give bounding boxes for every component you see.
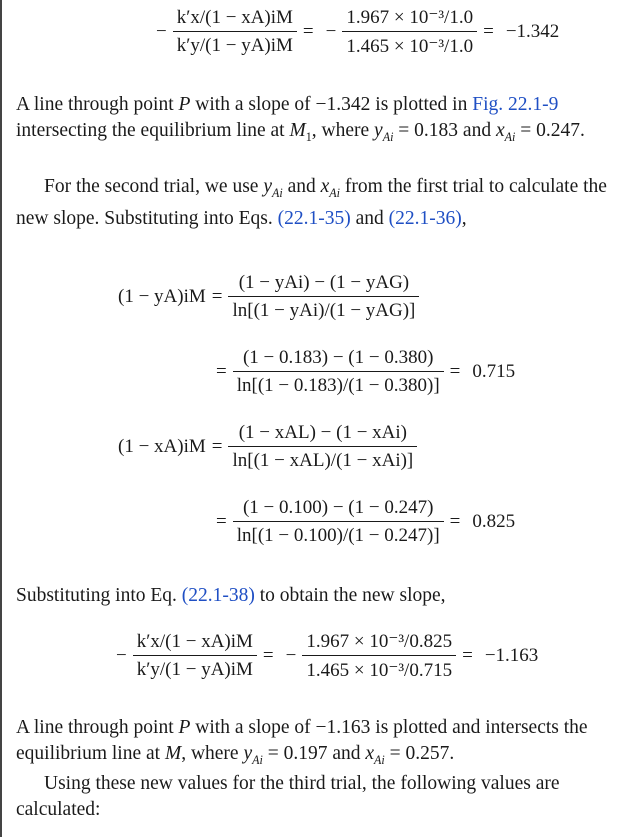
equation-link-38[interactable]: (22.1-38)	[181, 585, 255, 606]
paragraph-second-trial: For the second trial, we use $y_{Ai}$ and $x_{Ai}$ from the first trial to calculate the new slope. Substituting into Eqs. (22.1-35) and (22.1-36),	[16, 176, 607, 229]
lhs-numerator: k′x/(1 − xA)iM	[173, 7, 297, 32]
slope-rhs-fraction	[342, 6, 477, 58]
log-mean-y-result: 0.715	[472, 361, 516, 382]
log-mean-y-symbolic: $\frac{\text{(1 − yAi) − (1 − yAG)}}{\text{ln[(1 − yAi)/(1 − yAG)]}}$	[228, 272, 419, 322]
log-mean-y-numeric: = $\frac{(1 - 0.183) - (1 - 0.380)}{\ln[(1 - 0.183)/(1 - 0.380)]}$ = 0.715	[210, 347, 521, 397]
log-mean-x-equation: (1 − xA)iM = $\frac{\text{(1 − xAL) − (1 − xAi)}}{\text{ln[(1 − xAL)/(1 − xAi)]}}$	[118, 422, 417, 472]
equation-link-36[interactable]: (22.1-36)	[388, 207, 462, 229]
slope-equation-trial1: − $\frac{k'x/(1 - xA)iM}{k'y/(1 - yA)iM}$ = − $\frac{\text{1.967 × 10⁻³/1.0}}{\text{1.465 × 10⁻³/1.0}}$ = −1.342	[150, 6, 565, 58]
paragraph-trial1-result: A line through point P with a slope of −1.342 is plotted in Fig. 22.1-9 intersecting the equilibrium line at $M_1$, where $y_{Ai} = 0.183$ and $x_{Ai} = 0.247$.	[16, 94, 585, 144]
slope2-result: −1.163	[484, 645, 539, 666]
paragraph-trial2-result: A line through point P with a slope of −1.163 is plotted and intersects the equilibrium line at M, where $y_{Ai} = 0.197$ and $x_{Ai} = 0.257$.	[16, 717, 588, 767]
equation-link-35[interactable]: (22.1-35)	[277, 207, 351, 229]
left-margin-rule	[0, 0, 2, 837]
log-mean-y-equation: (1 − yA)iM = $\frac{\text{(1 − yAi) − (1 − yAG)}}{\text{ln[(1 − yAi)/(1 − yAG)]}}$	[118, 272, 419, 322]
lhs-denominator: k′y/(1 − yA)iM	[176, 35, 293, 56]
paragraph-new-slope: Substituting into Eq. (22.1-38) to obtain the new slope,	[16, 585, 446, 606]
rhs-numerator: 1.967 × 10⁻³/1.0	[342, 6, 477, 32]
figure-link[interactable]: Fig. 22.1-9	[472, 94, 559, 115]
paragraph-third-trial: Using these new values for the third trial, the following values are calculated:	[16, 773, 560, 820]
rhs-denominator: 1.465 × 10⁻³/1.0	[346, 36, 474, 57]
log-mean-x-lhs: (1 − xA)iM	[118, 436, 206, 457]
log-mean-x-symbolic: $\frac{\text{(1 − xAL) − (1 − xAi)}}{\text{ln[(1 − xAL)/(1 − xAi)]}}$	[228, 422, 417, 472]
slope-equation-trial2: − $\frac{k'x/(1 - xA)iM}{k'y/(1 - yA)iM}$ = − $\frac{\text{1.967 × 10⁻³/0.825}}{\text{1.465 × 10⁻³/0.715}}$ = −1.163	[110, 630, 544, 682]
slope-lhs-fraction	[173, 7, 297, 57]
log-mean-y-lhs: (1 − yA)iM	[118, 286, 206, 307]
log-mean-x-result: 0.825	[472, 511, 516, 532]
slope-result: −1.342	[505, 21, 560, 42]
log-mean-x-numeric: = $\frac{(1 - 0.100) - (1 - 0.247)}{\ln[(1 - 0.100)/(1 - 0.247)]}$ = 0.825	[210, 497, 521, 547]
